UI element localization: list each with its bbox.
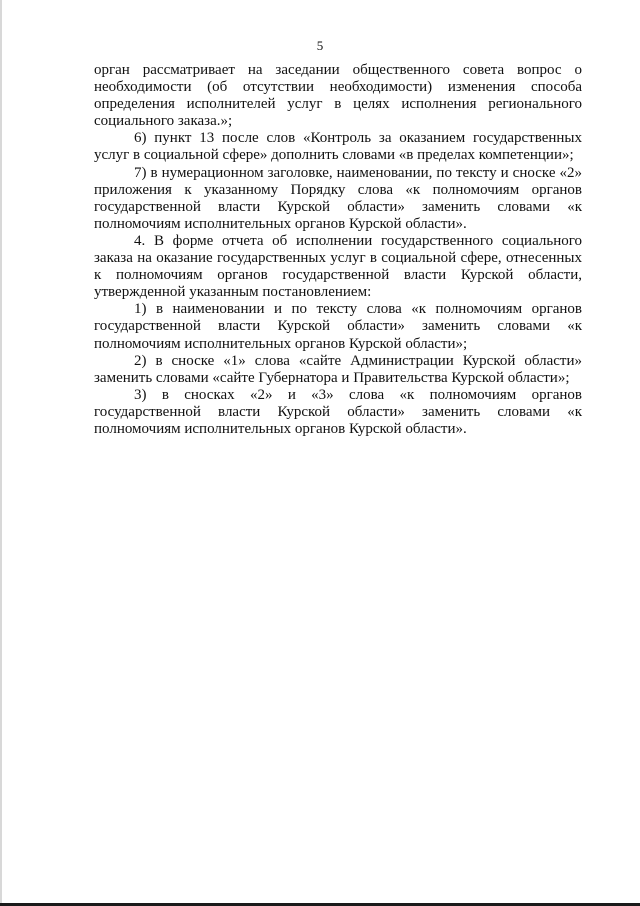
paragraph-item-7: 7) в нумерационном заголовке, наименовании, по тексту и сноске «2» приложения к указанному Порядку слова «к полномочиям органов государственной власти Курской области» заменить словами «к полномочиям исполнительных органов Курской области».	[94, 164, 582, 232]
paragraph-subitem-3: 3) в сносках «2» и «3» слова «к полномочиям органов государственной власти Курской области» заменить словами «к полномочиям исполнительных органов Курской области».	[94, 386, 582, 437]
paragraph-item-6: 6) пункт 13 после слов «Контроль за оказанием государственных услуг в социальной сфере» дополнить словами «в пределах компетенции»;	[94, 130, 582, 164]
document-body	[94, 62, 582, 438]
paragraph-subitem-2: 2) в сноске «1» слова «сайте Администрации Курской области» заменить словами «сайте Губернатора и Правительства Курской области»;	[94, 352, 582, 386]
paragraph-subitem-1: 1) в наименовании и по тексту слова «к полномочиям органов государственной власти Курской области» заменить словами «к полномочиям исполнительных органов Курской области»;	[94, 301, 582, 352]
paragraph-section-4: 4. В форме отчета об исполнении государственного социального заказа на оказание государственных услуг в социальной сфере, отнесенных к полномочиям органов государственной власти Курской области, утвержденной указанным постановлением:	[94, 232, 582, 301]
scan-edge-left	[0, 0, 2, 906]
page-number: 5	[316, 38, 324, 53]
paragraph-continuation: орган рассматривает на заседании общественного совета вопрос о необходимости (об отсутствии необходимости) изменения способа определения исполнителей услуг в целях исполнения регионального социального заказа.»;	[94, 62, 582, 130]
